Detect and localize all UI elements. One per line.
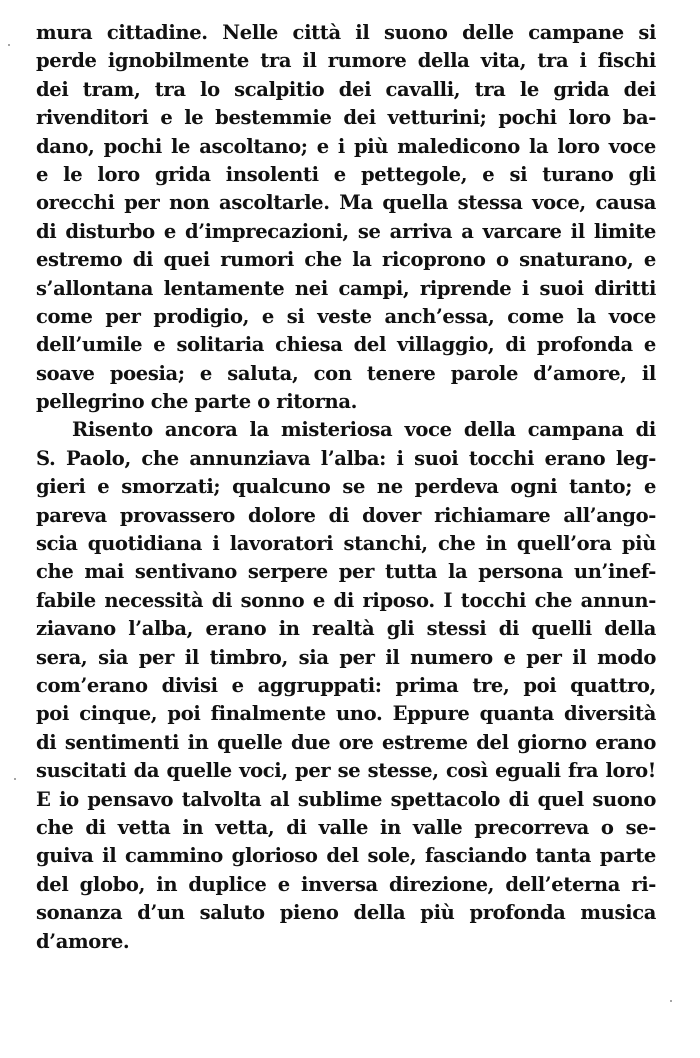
text-line: dei tram, tra lo scalpitio dei cavalli, tra le grida dei — [36, 77, 656, 101]
text-line: gieri e smorzati; qualcuno se ne perdeva ogni tanto; e — [36, 475, 656, 499]
text-line: di disturbo e d’imprecazioni, se arriva a varcare il limite — [36, 219, 656, 243]
text-line: ziavano l’alba, erano in realtà gli stessi di quelli della — [36, 617, 656, 641]
document-page — [36, 19, 656, 956]
text-line: rivenditori e le bestemmie dei vetturini; pochi loro ba- — [36, 106, 656, 130]
text-line: come per prodigio, e si veste anch’essa, come la voce — [36, 304, 656, 328]
text-line: suscitati da quelle voci, per se stesse, così eguali fra loro! — [36, 759, 656, 783]
text-line: guiva il cammino glorioso del sole, fasciando tanta parte — [36, 844, 656, 868]
text-line: fabile necessità di sonno e di riposo. I tocchi che annun- — [36, 588, 656, 612]
text-line: estremo di quei rumori che la ricoprono o snaturano, e — [36, 248, 656, 272]
text-line: sonanza d’un saluto pieno della più profonda musica — [36, 901, 656, 925]
text-line: Risento ancora la misteriosa voce della campana di — [72, 418, 656, 442]
text-line: pellegrino che parte o ritorna. — [36, 390, 358, 414]
paragraph — [36, 19, 656, 416]
text-line: E io pensavo talvolta al sublime spettacolo di quel suono — [36, 787, 656, 811]
text-line: che mai sentivano serpere per tutta la persona un’inef- — [36, 560, 656, 584]
text-line: dell’umile e solitaria chiesa del villaggio, di profonda e — [36, 333, 656, 357]
text-line: del globo, in duplice e inversa direzione, dell’eterna ri- — [36, 872, 656, 896]
text-line: soave poesia; e saluta, con tenere parole d’amore, il — [36, 361, 656, 385]
text-line: s’allontana lentamente nei campi, riprende i suoi diritti — [36, 276, 656, 300]
paragraph — [36, 416, 656, 955]
text-line: sera, sia per il timbro, sia per il numero e per il modo — [36, 645, 656, 669]
text-line: perde ignobilmente tra il rumore della vita, tra i fischi — [36, 49, 656, 73]
text-line: dano, pochi le ascoltano; e i più maledicono la loro voce — [36, 134, 656, 158]
text-line: che di vetta in vetta, di valle in valle precorreva o se- — [36, 815, 656, 839]
text-line: pareva provassero dolore di dover richiamare all’ango- — [36, 503, 656, 527]
text-line: S. Paolo, che annunziava l’alba: i suoi tocchi erano leg- — [36, 446, 656, 470]
text-line: orecchi per non ascoltarle. Ma quella stessa voce, causa — [36, 191, 656, 215]
text-line: mura cittadine. Nelle città il suono delle campane si — [36, 21, 656, 44]
scan-speck — [14, 778, 16, 780]
scan-speck — [670, 1000, 672, 1002]
text-line: di sentimenti in quelle due ore estreme del giorno erano — [36, 730, 656, 754]
text-line: com’erano divisi e aggruppati: prima tre, poi quattro, — [36, 673, 656, 697]
text-line: e le loro grida insolenti e pettegole, e si turano gli — [36, 162, 656, 186]
scan-speck — [8, 44, 10, 46]
text-line: scia quotidiana i lavoratori stanchi, che in quell’ora più — [36, 532, 656, 556]
text-line: d’amore. — [36, 929, 130, 953]
text-line: poi cinque, poi finalmente uno. Eppure quanta diversità — [36, 702, 656, 726]
